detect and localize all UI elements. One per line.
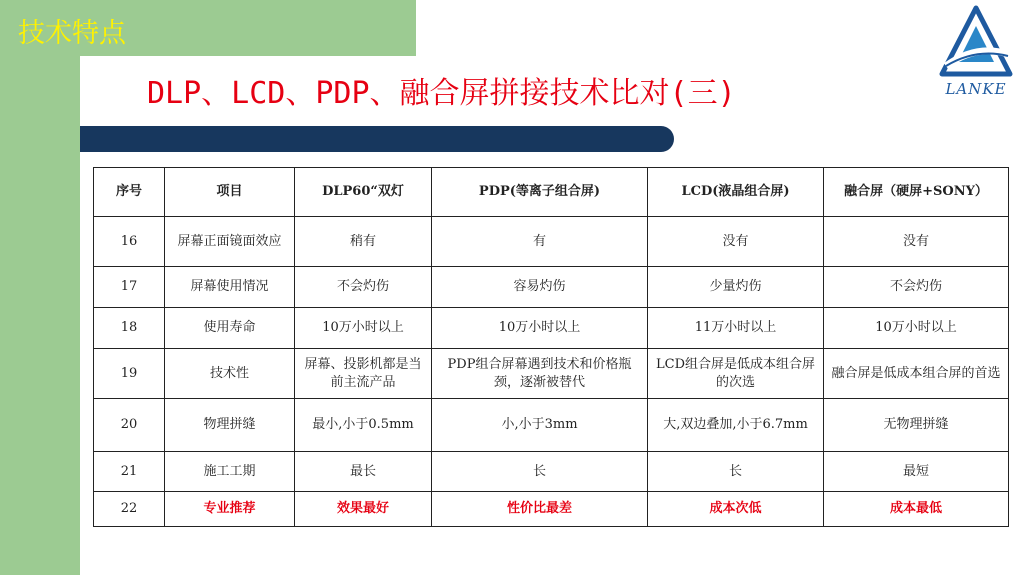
table-cell: 不会灼伤 [824, 267, 1009, 308]
table-cell: 没有 [648, 217, 824, 267]
table-cell: 最短 [824, 452, 1009, 492]
table-cell: 容易灼伤 [432, 267, 648, 308]
table-cell: 10万小时以上 [824, 308, 1009, 349]
table-cell: 使用寿命 [165, 308, 295, 349]
table-cell: 19 [94, 349, 165, 399]
table-cell: 长 [432, 452, 648, 492]
table-cell: 屏幕使用情况 [165, 267, 295, 308]
table-cell: 10万小时以上 [432, 308, 648, 349]
table-cell: 成本最低 [824, 492, 1009, 527]
table-cell: 成本次低 [648, 492, 824, 527]
lanke-triangle-icon [936, 4, 1016, 82]
table-cell: 不会灼伤 [295, 267, 432, 308]
table-cell: 16 [94, 217, 165, 267]
header-cell: LCD(液晶组合屏) [648, 168, 824, 217]
table-cell: 小,小于3mm [432, 399, 648, 452]
table-cell: 专业推荐 [165, 492, 295, 527]
table-cell: 10万小时以上 [295, 308, 432, 349]
table-row [94, 217, 1009, 267]
table-cell: 最长 [295, 452, 432, 492]
table-cell: 长 [648, 452, 824, 492]
section-label: 技术特点 [18, 18, 126, 49]
header-cell: PDP(等离子组合屏) [432, 168, 648, 217]
page-title: DLP、LCD、PDP、融合屏拼接技术比对(三) [147, 76, 736, 111]
table-cell: 性价比最差 [432, 492, 648, 527]
table-cell: 没有 [824, 217, 1009, 267]
table-row [94, 452, 1009, 492]
table-cell: 21 [94, 452, 165, 492]
lanke-logo [936, 4, 1016, 104]
table-row [94, 267, 1009, 308]
header-cell: DLP60“双灯 [295, 168, 432, 217]
table-cell: 最小,小于0.5mm [295, 399, 432, 452]
table-row [94, 308, 1009, 349]
table-row [94, 349, 1009, 399]
table-cell: 物理拼缝 [165, 399, 295, 452]
table-cell: 17 [94, 267, 165, 308]
table-cell: LCD组合屏是低成本组合屏的次选 [648, 349, 824, 399]
table-cell: 11万小时以上 [648, 308, 824, 349]
title-underline-bar [80, 126, 674, 152]
comparison-table [93, 167, 1009, 527]
table-cell: 少量灼伤 [648, 267, 824, 308]
table-cell: 融合屏是低成本组合屏的首选 [824, 349, 1009, 399]
table-cell: 施工工期 [165, 452, 295, 492]
header-cell: 融合屏（硬屏+SONY） [824, 168, 1009, 217]
table-cell: 有 [432, 217, 648, 267]
header-cell: 项目 [165, 168, 295, 217]
table-header-row [94, 168, 1009, 217]
table-cell: 屏幕、投影机都是当前主流产品 [295, 349, 432, 399]
table-cell: 大,双边叠加,小于6.7mm [648, 399, 824, 452]
table-row [94, 399, 1009, 452]
header-cell: 序号 [94, 168, 165, 217]
green-side-band [0, 0, 80, 575]
table-cell: PDP组合屏幕遇到技术和价格瓶颈，逐渐被替代 [432, 349, 648, 399]
table-row-recommendation [94, 492, 1009, 527]
table-cell: 稍有 [295, 217, 432, 267]
table-cell: 22 [94, 492, 165, 527]
table-cell: 效果最好 [295, 492, 432, 527]
table-cell: 技术性 [165, 349, 295, 399]
table-cell: 18 [94, 308, 165, 349]
table-cell: 屏幕正面镜面效应 [165, 217, 295, 267]
table-cell: 20 [94, 399, 165, 452]
logo-text: LANKE [945, 80, 1007, 98]
table-cell: 无物理拼缝 [824, 399, 1009, 452]
